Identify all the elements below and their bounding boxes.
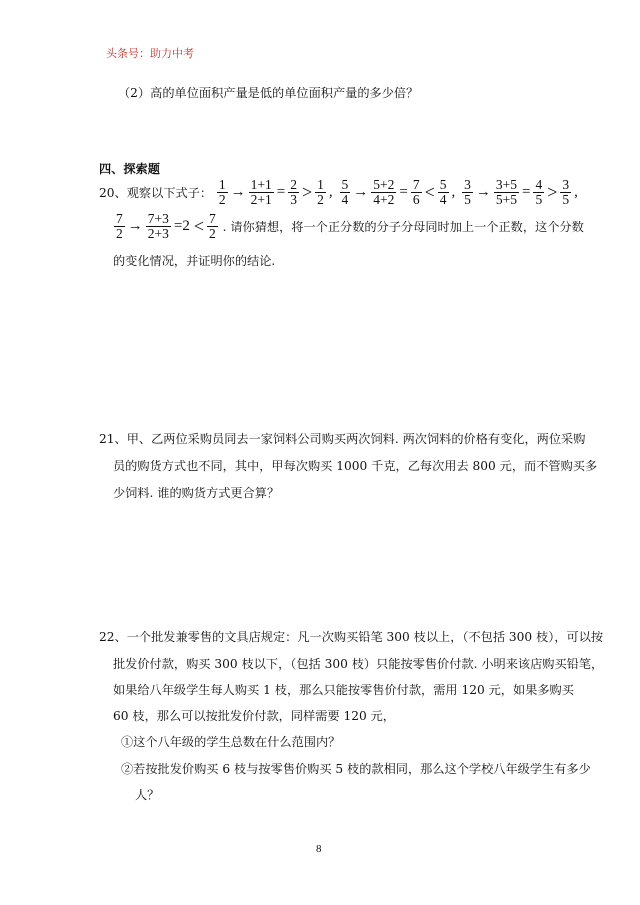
fraction: $\frac{3}{5}$	[464, 177, 471, 208]
arrow-icon: →	[353, 184, 369, 201]
expression-2: $\frac{5}{4}$ → $\frac{5+2}{4+2}$ = $\frac{7}{6}$ < $\frac{5}{4}$ ,	[341, 177, 456, 208]
section-title: 四、探索题	[99, 162, 160, 176]
question-20-line-2	[113, 212, 584, 241]
question-21-line-2: 员的购货方式也不同，其中，甲每次购买 1000 千克，乙每次用去 800 元，而不管购买多	[113, 459, 598, 473]
fraction: $\frac{3+5}{5+5}$	[495, 177, 518, 208]
question-20-line-3: 的变化情况，并证明你的结论.	[113, 254, 276, 268]
question-21-line-1: 21、甲、乙两位采购员同去一家饲料公司购买两次饲料. 两次饲料的价格有变化，两位采购	[99, 432, 586, 446]
comparison-sign: >	[301, 182, 313, 203]
question-22-line-3: 如果给八年级学生每人购买 1 枝，那么只能按零售价付款，需用 120 元，如果多购买	[113, 683, 574, 697]
fraction: $\frac{1}{2}$	[218, 177, 226, 208]
fraction: $\frac{1}{2}$	[317, 177, 324, 208]
expression-3: $\frac{3}{5}$ → $\frac{3+5}{5+5}$ = $\frac{4}{5}$ > $\frac{3}{5}$ ,	[464, 177, 578, 208]
fraction: $\frac{7+3}{2+3}$	[147, 211, 169, 242]
question-22-line-2: 批发价付款，购买 300 枝以下，（包括 300 枝）只能按零售价付款. 小明来该店购买铅笔，	[113, 657, 604, 671]
fraction: $\frac{5}{4}$	[439, 177, 447, 208]
fraction: $\frac{7}{2}$	[209, 211, 216, 242]
comparison-sign: >	[547, 182, 558, 203]
arrow-icon: →	[475, 184, 491, 201]
fraction: $\frac{7}{2}$	[116, 211, 123, 242]
fraction: $\frac{2}{3}$	[290, 177, 297, 208]
page-number: 8	[316, 843, 322, 855]
question-20-prompt: . 请你猜想，将一个正分数的分子分母同时加上一个正数，这个分数	[222, 220, 584, 235]
arrow-icon: →	[230, 184, 246, 201]
comparison-sign: <	[424, 182, 435, 203]
question-22-part-1: ①这个八年级的学生总数在什么范围内？	[121, 735, 341, 749]
fraction: $\frac{5+2}{4+2}$	[373, 177, 395, 208]
header-source: 头条号：助力中考	[106, 47, 194, 60]
expression-1: $\frac{1}{2}$ → $\frac{1+1}{2+1}$ = $\frac{2}{3}$ > $\frac{1}{2}$ ,	[218, 177, 333, 208]
question-19-part-2: （2）高的单位面积产量是低的单位面积产量的多少倍？	[118, 86, 419, 100]
question-20-lead: 20、观察以下式子：	[99, 186, 213, 201]
comparison-sign: <	[193, 216, 204, 237]
question-22-part-2-line-2: 人？	[135, 788, 160, 802]
fraction: $\frac{1+1}{2+1}$	[250, 177, 272, 208]
question-22-line-4: 60 枝，那么可以按批发价付款，同样需要 120 元，	[113, 709, 395, 723]
question-22-line-1: 22、一个批发兼零售的文具店规定：凡一次购买铅笔 300 枝以上，（不包括 300 枝），可以按	[99, 630, 604, 644]
question-22-part-2-line-1: ②若按批发价购买 6 枝与按零售价购买 5 枝的款相同，那么这个学校八年级学生有多少	[121, 762, 591, 776]
fraction: $\frac{5}{4}$	[341, 177, 349, 208]
fraction: $\frac{7}{6}$	[412, 177, 420, 208]
question-21-line-3: 少饲料. 谁的购货方式更合算？	[113, 486, 280, 500]
arrow-icon: →	[127, 218, 143, 235]
fraction: $\frac{4}{5}$	[535, 177, 543, 208]
fraction: $\frac{3}{5}$	[562, 177, 570, 208]
question-20-line-1	[99, 178, 580, 207]
expression-4: $\frac{7}{2}$ → $\frac{7+3}{2+3}$ =2 < $\frac{7}{2}$	[116, 211, 216, 242]
